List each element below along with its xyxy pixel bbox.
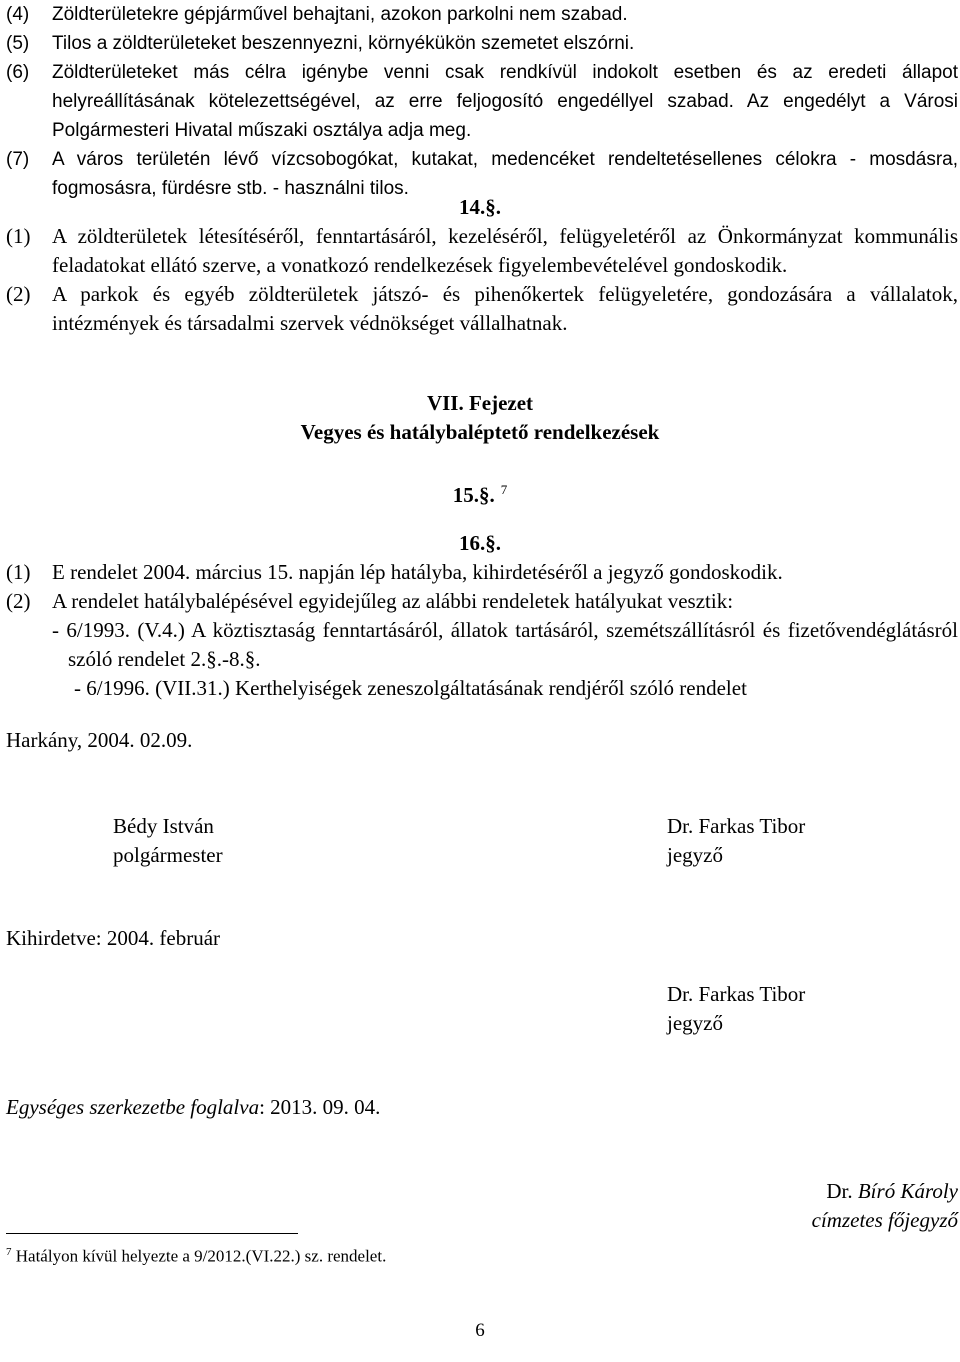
notary-name: Dr. Farkas Tibor (667, 814, 806, 838)
repealed-list-item (6, 616, 958, 674)
footnote (6, 1240, 386, 1269)
paragraph-14-2 (6, 280, 958, 338)
paragraph-16-1 (6, 558, 958, 587)
paragraph-text: Tilos a zöldterületeket beszennyezni, környékükön szemetet elszórni. (52, 33, 635, 54)
place-and-date: Harkány, 2004. 02.09. (6, 728, 193, 752)
section-15-heading (0, 475, 960, 510)
section-14-heading: 14.§. (459, 195, 501, 219)
section-16-heading: 16.§. (459, 531, 501, 555)
consolidation-line (6, 1093, 380, 1122)
chief-notary-prefix: Dr. (826, 1179, 858, 1203)
footnote-text: Hatályon kívül helyezte a 9/2012.(VI.22.) sz. rendelet. (11, 1246, 387, 1266)
paragraph-number: (2) (6, 282, 31, 306)
paragraph-text: Zöldterületeket más célra igénybe venni csak rendkívül indokolt esetben és az eredeti állapot helyreállításának kötelezettségével, az erre feljogosító engedéllyel szabad. Az engedélyt a Városi Polgármesteri Hivatal műszaki osztálya adja meg. (52, 62, 958, 141)
section14-paragraphs (6, 222, 958, 338)
paragraph-14-1 (6, 222, 958, 280)
footnote-number: 7 (6, 1246, 12, 1258)
paragraph-16-2 (6, 587, 958, 616)
paragraph-text: Zöldterületekre gépjárművel behajtani, azokon parkolni nem szabad. (52, 4, 628, 25)
paragraph-number: (2) (6, 589, 31, 613)
paragraph-4 (6, 0, 958, 29)
section13-paragraphs (6, 0, 958, 203)
consolidation-date: : 2013. 09. 04. (259, 1095, 381, 1119)
paragraph-5 (6, 29, 958, 58)
page-number: 6 (475, 1320, 485, 1341)
section16-paragraphs (6, 558, 958, 703)
paragraph-number: (1) (6, 224, 31, 248)
chief-notary-surname: Bíró Károly (857, 1179, 958, 1203)
footnote-separator (6, 1233, 298, 1234)
paragraph-number: (4) (6, 4, 30, 25)
paragraph-text: A város területén lévő vízcsobogókat, kutakat, medencéket rendeltetésellenes célokra - mosdásra, fogmosásra, fürdésre stb. - használni tilos. (52, 149, 958, 199)
paragraph-number: (1) (6, 560, 31, 584)
promulgation-date: Kihirdetve: 2004. február (6, 926, 221, 950)
footnote-reference[interactable]: 7 (500, 482, 508, 497)
paragraph-text: A zöldterületek létesítéséről, fenntartásáról, kezeléséről, felügyeletéről az Önkormányzat kommunális feladatokat ellátó szerve, a vonatkozó rendelkezések figyelembevételével gondoskodik. (52, 224, 958, 277)
list-item-text: - 6/1996. (VII.31.) Kerthelyiségek zeneszolgáltatásának rendjéről szóló rendelet (74, 676, 747, 700)
chapter-title: Vegyes és hatálybaléptető rendelkezések (300, 420, 660, 444)
mayor-name: Bédy István (113, 814, 214, 838)
paragraph-number: (5) (6, 33, 30, 54)
chief-notary-title: címzetes főjegyző (811, 1208, 958, 1232)
paragraph-text: A parkok és egyéb zöldterületek játszó- és pihenőkertek felügyeletére, gondozására a vállalatok, intézmények és társadalmi szervek védnökséget vállalhatnak. (52, 282, 958, 335)
chief-notary-name (826, 1177, 958, 1206)
paragraph-text: A rendelet hatálybalépésével egyidejűleg az alábbi rendeletek hatályukat vesztik: (52, 589, 734, 613)
mayor-title: polgármester (113, 843, 223, 867)
paragraph-number: (6) (6, 62, 30, 83)
notary-title: jegyző (667, 843, 723, 867)
promulgation-notary-title: jegyző (667, 1011, 723, 1035)
promulgation-notary-name: Dr. Farkas Tibor (667, 982, 806, 1006)
list-item-text: - 6/1993. (V.4.) A köztisztaság fenntartásáról, állatok tartásáról, szemétszállításról és fizetővendéglátásról szóló rendelet 2.§.-8.§. (52, 618, 958, 671)
paragraph-6 (6, 58, 958, 145)
paragraph-number: (7) (6, 149, 30, 170)
repealed-list-item (6, 674, 958, 703)
section-15-label: 15.§. (452, 483, 495, 507)
chapter-number: VII. Fejezet (426, 391, 534, 415)
paragraph-text: E rendelet 2004. március 15. napján lép hatályba, kihirdetéséről a jegyző gondoskodik. (52, 560, 783, 584)
consolidation-label: Egységes szerkezetbe foglalva (6, 1095, 260, 1119)
